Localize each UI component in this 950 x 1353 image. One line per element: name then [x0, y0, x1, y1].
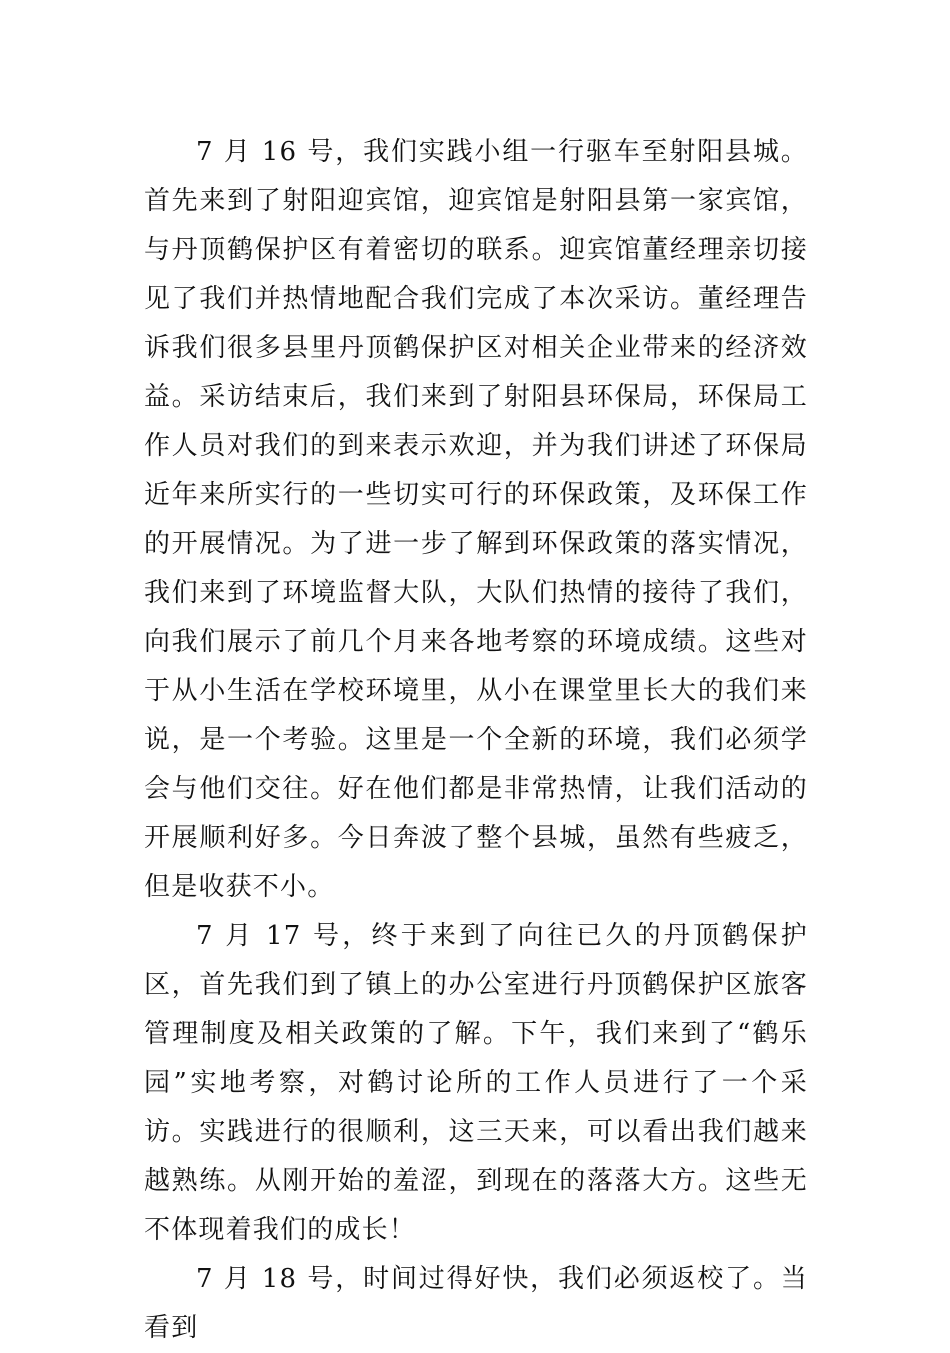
paragraph-july-18: 7 月 18 号，时间过得好快，我们必须返校了。当看到 — [144, 1264, 808, 1343]
document-page — [144, 128, 808, 1353]
paragraph-july-17: 7 月 17 号，终于来到了向往已久的丹顶鹤保护区，首先我们到了镇上的办公室进行丹顶鹤保护区旅客管理制度及相关政策的了解。下午，我们来到了“鹤乐园”实地考察，对鹤讨论所的工作人员进行了一个采访。实践进行的很顺利，这三天来，可以看出我们越来越熟练。从刚开始的羞涩，到现在的落落大方。这些无不体现着我们的成长！ — [144, 921, 808, 1245]
paragraph-july-16: 7 月 16 号，我们实践小组一行驱车至射阳县城。首先来到了射阳迎宾馆，迎宾馆是射阳县第一家宾馆，与丹顶鹤保护区有着密切的联系。迎宾馆董经理亲切接见了我们并热情地配合我们完成了本次采访。董经理告诉我们很多县里丹顶鹤保护区对相关企业带来的经济效益。采访结束后，我们来到了射阳县环保局，环保局工作人员对我们的到来表示欢迎，并为我们讲述了环保局近年来所实行的一些切实可行的环保政策，及环保工作的开展情况。为了进一步了解到环保政策的落实情况，我们来到了环境监督大队，大队们热情的接待了我们，向我们展示了前几个月来各地考察的环境成绩。这些对于从小生活在学校环境里，从小在课堂里长大的我们来说，是一个考验。这里是一个全新的环境，我们必须学会与他们交往。好在他们都是非常热情，让我们活动的开展顺利好多。今日奔波了整个县城，虽然有些疲乏，但是收获不小。 — [144, 137, 808, 902]
